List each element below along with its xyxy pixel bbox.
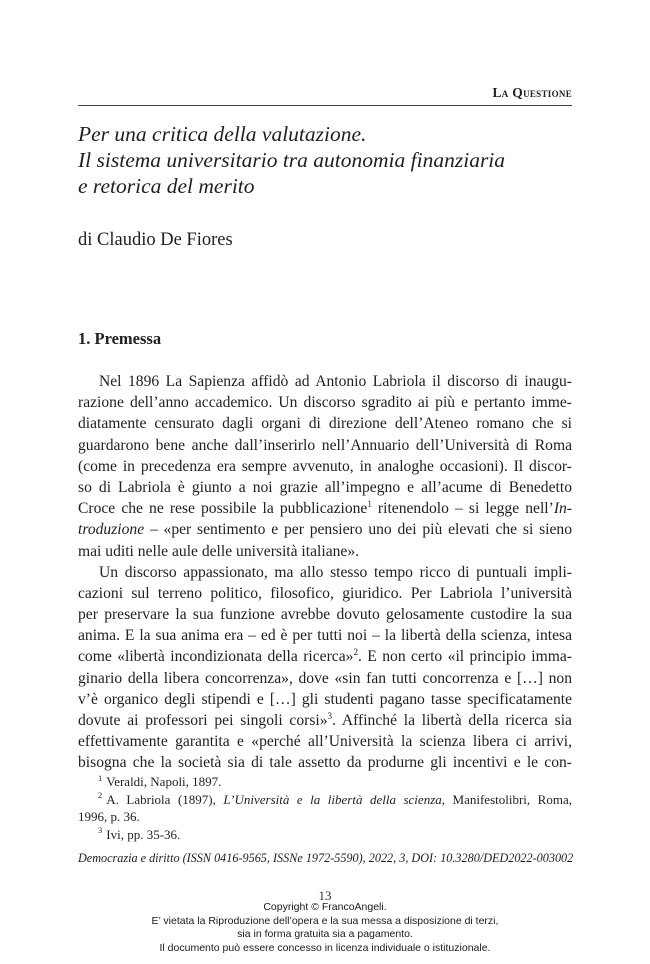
copyright-line-3: sia in forma gratuita sia a pagamento.	[237, 928, 413, 941]
title-line-1: Per una critica della valutazione.	[78, 122, 367, 146]
footnote-2-continuation: 1996, p. 36.	[78, 809, 140, 825]
footnote-text: , Manifestolibri, Roma,	[441, 791, 572, 807]
body-line: so di Labriola è giunto a noi grazie all’impegno e all’acume di Benedetto	[78, 478, 572, 496]
footnote-number: 3	[98, 825, 103, 836]
article-title	[78, 121, 572, 199]
body-line: cazioni sul terreno politico, filosofico, giuridico. Per Labriola l’università	[78, 584, 572, 602]
body-text-fragment: . E non certo «il principio imma-	[357, 648, 572, 666]
title-line-3: e retorica del merito	[78, 174, 255, 198]
section-heading: 1. Premessa	[78, 329, 162, 348]
body-line: bisogna che la società sia di tale assetto da produrne gli incentivi e le con-	[78, 754, 572, 772]
author-byline: di Claudio De Fiores	[78, 230, 233, 250]
body-line: (come in precedenza era sempre avvenuto, in analoghe occasioni). Il discor-	[78, 457, 572, 475]
footnote-ref-2[interactable]: 2	[353, 647, 358, 658]
footnote-1	[78, 773, 572, 791]
body-line: Nel 1896 La Sapienza affidò ad Antonio Labriola il discorso di inaugu-	[99, 373, 572, 390]
footnote-number: 2	[98, 790, 103, 801]
body-line	[78, 519, 572, 540]
body-text-fragment: Croce che ne rese possibile la pubblicazione	[78, 500, 368, 518]
footnote-ref-1[interactable]: 1	[367, 498, 372, 509]
copyright-line-2: E’ vietata la Riproduzione dell’opera e la sua messa a disposizione di terzi,	[151, 914, 499, 927]
body-line: v’è organico degli stipendi e […] gli studenti pagano tasse specificatamente	[78, 690, 572, 708]
footnote-text: Veraldi, Napoli, 1897.	[106, 774, 222, 789]
italic-fragment: In-	[553, 500, 572, 518]
body-text-fragment: dovute ai professori pei singoli corsi»	[78, 712, 328, 729]
italic-fragment: troduzione	[78, 521, 145, 539]
footnote-text: A. Labriola (1897),	[106, 791, 224, 807]
footnote-ref-3[interactable]: 3	[327, 710, 333, 721]
body-line	[78, 498, 572, 519]
footnotes	[78, 773, 572, 843]
body-line	[78, 646, 572, 667]
body-text-fragment: ritenendolo – si legge nell’	[371, 500, 554, 518]
body-line: razione dell’anno accademico. Un discorso sgradito ai più e pertanto imme-	[78, 394, 572, 412]
footnote-2	[78, 791, 572, 809]
copyright-line-4: Il documento può essere concesso in licenza individuale o istituzionale.	[159, 941, 491, 954]
page-number: 13	[318, 888, 332, 903]
body-text-fragment: come «libertà incondizionata della ricerca»	[78, 648, 354, 666]
header-rule	[78, 105, 572, 106]
footnote-number: 1	[98, 772, 103, 783]
body-line: ginario della libera concorrenza», dove «sin fan tutti concorrenza e […] non	[78, 669, 572, 687]
body-line: diatamente censurato dagli organi di direzione dell’Ateneo romano che si	[78, 415, 572, 433]
title-line-2: Il sistema universitario tra autonomia finanziaria	[78, 148, 506, 172]
body-line: per preservare la sua funzione avrebbe dovuto gelosamente custodire la sua	[78, 606, 572, 624]
body-text-fragment: . Affinché la libertà della ricerca sia	[332, 712, 572, 729]
footnote-italic-title: L’Università e la libertà della scienza	[223, 791, 442, 807]
body-line: effettivamente garantita e «perché all’Università la scienza libera ci arrivi,	[78, 733, 572, 751]
body-line: Un discorso appassionato, ma allo stesso tempo ricco di puntuali impli-	[99, 563, 572, 581]
copyright-notice	[0, 901, 650, 955]
footnote-3	[78, 826, 572, 844]
body-line: mai uditi nelle aule delle università italiane».	[78, 542, 360, 560]
body-text	[78, 371, 572, 774]
body-line	[78, 710, 572, 731]
body-line: guardarono bene anche dall’inserirlo nell’Annuario dell’Università di Roma	[78, 436, 572, 454]
running-head: La Questione	[492, 85, 572, 100]
body-text-fragment: – «per sentimento e per pensiero uno dei più elevati che si sieno	[144, 521, 572, 539]
body-line: anima. E la sua anima era – ed è per tutti noi – la libertà della scienza, intesa	[78, 627, 572, 645]
journal-citation: Democrazia e diritto (ISSN 0416-9565, ISSNe 1972-5590), 2022, 3, DOI: 10.3280/DED2022-003002	[78, 851, 574, 865]
copyright-line-1: Copyright © FrancoAngeli.	[263, 901, 387, 913]
footnote-text: Ivi, pp. 35-36.	[106, 826, 181, 842]
